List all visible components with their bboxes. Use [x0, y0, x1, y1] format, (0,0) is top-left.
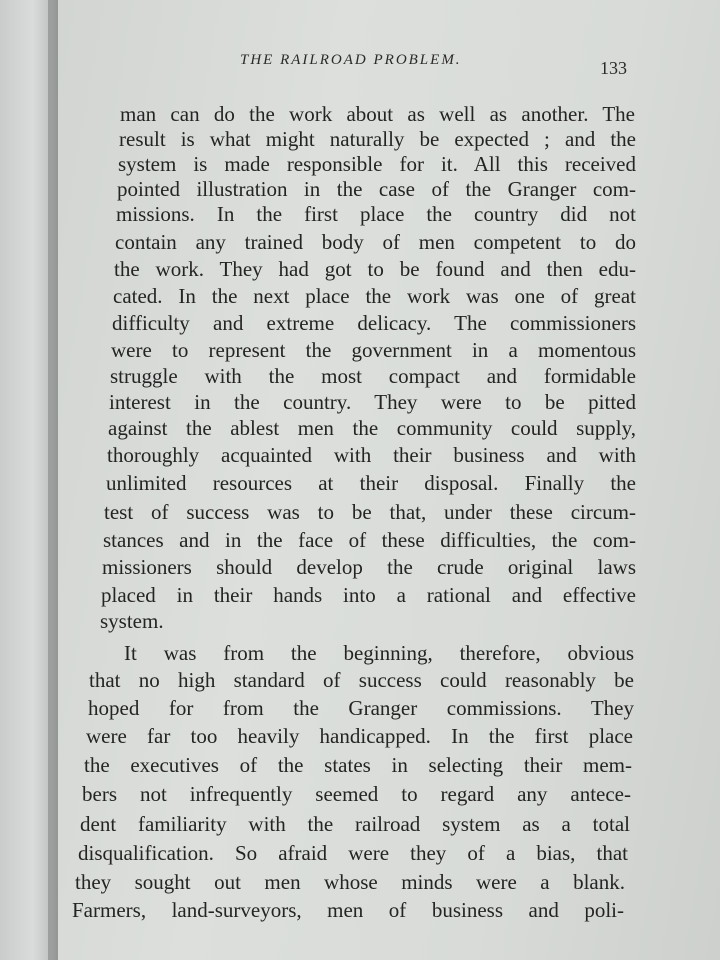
text-line: missions. In the first place the country did not — [116, 202, 636, 226]
text-line: man can do the work about as well as another. The — [120, 102, 635, 126]
text-line: dent familiarity with the railroad system as a total — [80, 812, 630, 836]
text-line: bers not infrequently seemed to regard any antece- — [82, 782, 631, 806]
text-line: interest in the country. They were to be pitted — [109, 390, 636, 414]
running-head: THE RAILROAD PROBLEM. — [240, 52, 462, 68]
text-line: unlimited resources at their disposal. Finally the — [106, 471, 636, 495]
text-line: struggle with the most compact and formidable — [110, 364, 636, 388]
text-line: the work. They had got to be found and then edu- — [114, 257, 636, 281]
text-line: contain any trained body of men competent to do — [115, 230, 636, 254]
text-line: missioners should develop the crude original laws — [102, 555, 636, 579]
text-line: that no high standard of success could reasonably be — [89, 668, 634, 692]
text-line: system. — [100, 609, 164, 633]
text-line: pointed illustration in the case of the Granger com- — [117, 177, 636, 201]
text-line: thoroughly acquainted with their business and with — [107, 443, 636, 467]
text-line: stances and in the face of these difficulties, the com- — [103, 528, 636, 552]
text-line: It was from the beginning, therefore, obvious — [124, 641, 634, 665]
text-line: against the ablest men the community could supply, — [108, 416, 636, 440]
text-line: result is what might naturally be expected ; and the — [119, 127, 636, 151]
text-line: placed in their hands into a rational and effective — [101, 583, 636, 607]
text-line: cated. In the next place the work was one of great — [113, 284, 636, 308]
text-line: Farmers, land-surveyors, men of business and poli- — [72, 898, 624, 922]
text-line: hoped for from the Granger commissions. They — [88, 696, 634, 720]
text-line: they sought out men whose minds were a blank. — [75, 870, 625, 894]
text-line: disqualification. So afraid were they of a bias, that — [78, 841, 628, 865]
text-line: were to represent the government in a momentous — [111, 338, 636, 362]
text-line: difficulty and extreme delicacy. The commissioners — [112, 311, 636, 335]
text-line: system is made responsible for it. All this received — [118, 152, 636, 176]
text-line: test of success was to be that, under these circum- — [104, 500, 636, 524]
text-line: the executives of the states in selecting their mem- — [84, 753, 632, 777]
page-number: 133 — [600, 58, 627, 78]
text-line: were far too heavily handicapped. In the first place — [86, 724, 633, 748]
